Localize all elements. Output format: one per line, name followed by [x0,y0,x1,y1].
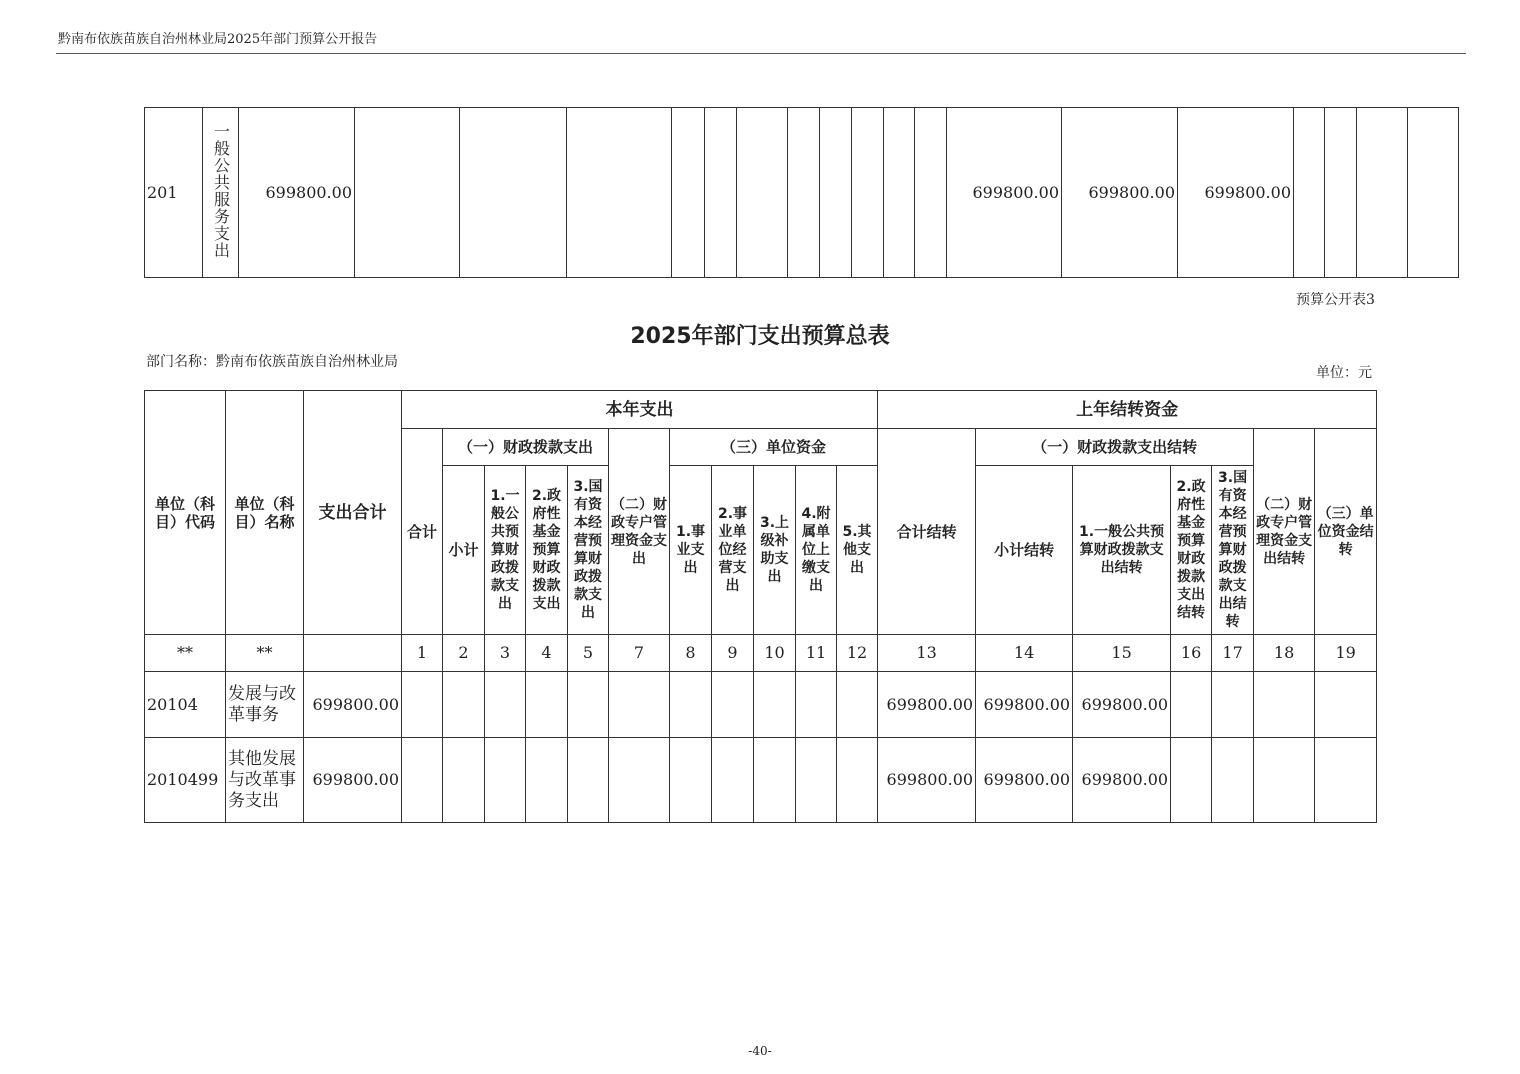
header-carry-fund: 2.政府性基金预算财政拨款支出结转 [1171,466,1212,635]
header-cy-total: 合计 [402,429,443,635]
index-cell: 17 [1212,635,1254,672]
row-carry-total: 699800.00 [947,108,1062,278]
header-unit-2: 2.事业单位经营支出 [712,466,754,635]
header-carry-state: 3.国有资本经营预算财政拨款支出结转 [1212,466,1254,635]
index-cell: 1 [402,635,443,672]
header-carry-general: 1.一般公共预算财政拨款支出结转 [1073,466,1171,635]
row-carry-sub: 699800.00 [976,738,1073,823]
row-code: 20104 [145,672,226,738]
header-name: 单位（科目）名称 [226,391,304,635]
row-total: 699800.00 [304,672,402,738]
table-row [145,672,1377,738]
row-carry-general: 699800.00 [1178,108,1294,278]
row-carry-sub: 699800.00 [976,672,1073,738]
header-unit-3: 3.上级补助支出 [754,466,796,635]
header-divider [56,53,1466,54]
row-name [203,108,239,278]
row-carry-subtotal: 699800.00 [1062,108,1178,278]
row-name-text: 一般公共服务支出 [211,122,231,259]
header-carry-sub: 小计结转 [976,466,1073,635]
index-cell: 15 [1073,635,1171,672]
index-cell: 13 [878,635,976,672]
department-name: 部门名称：黔南布依族苗族自治州林业局 [146,354,398,370]
index-cell: 19 [1315,635,1377,672]
expenditure-budget-table [144,390,1377,823]
header-fiscal: （一）财政拨款支出 [443,429,609,466]
row-total: 699800.00 [304,738,402,823]
index-cell: 11 [796,635,837,672]
unit-label: 单位：元 [1316,365,1372,381]
index-cell: 14 [976,635,1073,672]
header-carry-total: 合计结转 [878,429,976,635]
row-carry-total: 699800.00 [878,672,976,738]
index-cell: 16 [1171,635,1212,672]
row-name: 其他发展与改革事务支出 [226,738,304,823]
index-cell: 12 [837,635,878,672]
index-cell: 10 [754,635,796,672]
header-fiscal-fund: 2.政府性基金预算财政拨款支出 [526,466,568,635]
index-row [145,635,1377,672]
header-code: 单位（科目）代码 [145,391,226,635]
header-carry-fiscal: （一）财政拨款支出结转 [976,429,1254,466]
page-title: 2025年部门支出预算总表 [630,324,890,349]
index-cell: 18 [1254,635,1315,672]
header-unit-5: 5.其他支出 [837,466,878,635]
index-cell: 8 [670,635,712,672]
row-name: 发展与改革事务 [226,672,304,738]
index-cell: 5 [568,635,609,672]
row-carry-total: 699800.00 [878,738,976,823]
header-unit-4: 4.附属单位上缴支出 [796,466,837,635]
index-cell: 7 [609,635,670,672]
index-cell: 4 [526,635,568,672]
header-current-year: 本年支出 [402,391,878,429]
header-carry-special: （二）财政专户管理资金支出结转 [1254,429,1315,635]
index-cell: 9 [712,635,754,672]
header-carry-unit: （三）单位资金结转 [1315,429,1377,635]
table-row [145,738,1377,823]
report-header-title: 黔南布依族苗族自治州林业局2025年部门预算公开报告 [58,32,378,47]
row-carry-general: 699800.00 [1073,672,1171,738]
index-cell: ** [145,635,226,672]
header-row-1 [145,391,1377,429]
index-cell [304,635,402,672]
header-unit-1: 1.事业支出 [670,466,712,635]
table-number-note: 预算公开表3 [1296,292,1375,308]
header-fiscal-general: 1.一般公共预算财政拨款支出 [485,466,526,635]
page-number: -40- [748,1044,772,1058]
table-row [145,108,1459,278]
header-fiscal-sub: 小计 [443,466,485,635]
index-cell: ** [226,635,304,672]
header-total: 支出合计 [304,391,402,635]
row-code: 2010499 [145,738,226,823]
row-code: 201 [145,108,203,278]
row-carry-general: 699800.00 [1073,738,1171,823]
previous-table-continuation [144,107,1459,278]
index-cell: 2 [443,635,485,672]
header-special: （二）财政专户管理资金支出 [609,429,670,635]
index-cell: 3 [485,635,526,672]
header-fiscal-state: 3.国有资本经营预算财政拨款支出 [568,466,609,635]
row-total: 699800.00 [239,108,355,278]
header-prev-year: 上年结转资金 [878,391,1377,429]
header-unit-funds: （三）单位资金 [670,429,878,466]
